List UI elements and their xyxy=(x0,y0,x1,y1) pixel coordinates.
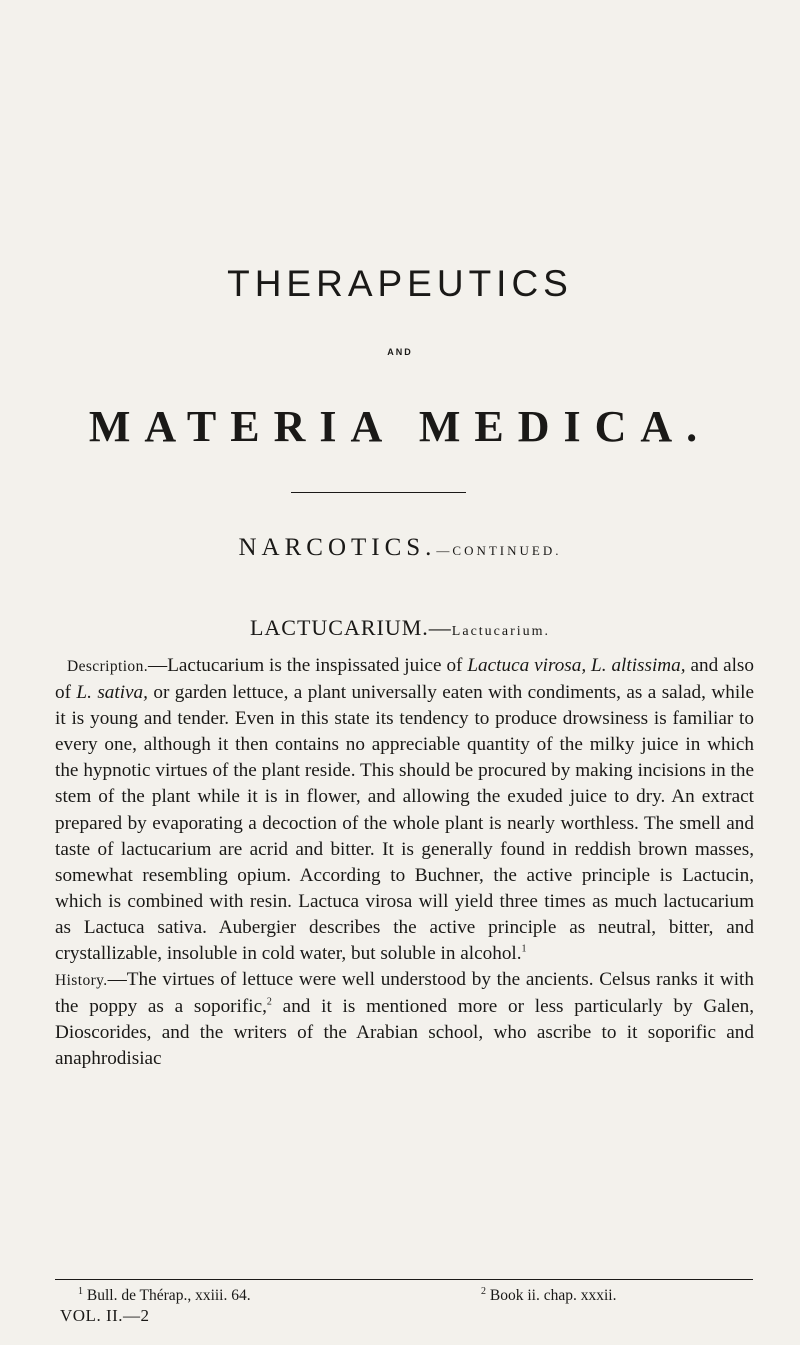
section-continued: —CONTINUED. xyxy=(436,543,562,558)
section-title: NARCOTICS. xyxy=(238,534,437,561)
footnote-2-mark: 2 xyxy=(481,1285,486,1297)
footnote-ref-1[interactable]: 1 xyxy=(521,943,527,955)
footnote-1-text: Bull. de Thérap., xxiii. 64. xyxy=(83,1287,251,1304)
footnote-ref-2[interactable]: 2 xyxy=(266,996,272,1008)
title-divider xyxy=(291,492,466,493)
footnote-1 xyxy=(78,1286,251,1305)
article-title-smallcaps: Lactucarium. xyxy=(451,624,551,639)
description-species-sativa: L. sativa, xyxy=(76,682,148,704)
footnote-2 xyxy=(481,1286,616,1305)
article-title: LACTUCARIUM.— xyxy=(249,615,452,640)
description-species: Lactuca virosa, L. altissima, xyxy=(467,655,686,676)
footnote-2-text: Book ii. chap. xxxii. xyxy=(486,1287,617,1304)
page-subtitle: MATERIA MEDICA. xyxy=(88,402,712,451)
history-text-a: —The virtues of lettuce were well understood by the ancients. Celsus ranks it with the poppy as a soporific, xyxy=(55,969,754,1018)
description-text-e: or garden lettuce, a plant universally eaten with condiments, as a salad, while it is young and tender. Even in this state its tendency to produce drowsiness is familiar to every one, although it then contains no appreciable quantity of the milky juice in which the hypnotic virtues of the plant reside. This should be procured by making incisions in the stem of the plant while it is in flower, and allowing the exuded juice to dry. An extract prepared by evaporating a decoction of the whole plant is nearly worthless. The smell and taste of lactucarium are acrid and bitter. It is generally found in reddish brown masses, somewhat resembling opium. According to Buchner, the active principle is Lactucin, which is combined with resin. Lactuca virosa will yield three times as much lactucarium as Lactuca sativa. Aubergier describes the active principle as neutral, bitter, and crystallizable, insoluble in cold water, but soluble in alcohol. xyxy=(55,682,754,965)
body-text xyxy=(55,653,754,1073)
volume-signature: VOL. II.—2 xyxy=(60,1306,150,1325)
footnote-divider xyxy=(55,1279,753,1280)
description-text-c: and also of xyxy=(55,655,754,704)
footnote-1-mark: 1 xyxy=(78,1285,83,1297)
description-lead: Description. xyxy=(67,658,148,675)
history-lead: History. xyxy=(55,972,108,990)
history-paragraph xyxy=(55,967,754,1072)
description-text-a: —Lactucarium is the inspissated juice of xyxy=(148,655,468,676)
page-title: THERAPEUTICS xyxy=(227,263,573,304)
article-heading xyxy=(0,614,800,646)
history-text-b: and it is mentioned more or less particularly by Galen, Dioscorides, and the writers of the Arabian school, who ascribe to it soporific and anaphrodisiac xyxy=(55,996,754,1070)
description-paragraph xyxy=(55,653,754,967)
title-conjunction: AND xyxy=(387,347,413,357)
section-heading xyxy=(0,533,800,566)
